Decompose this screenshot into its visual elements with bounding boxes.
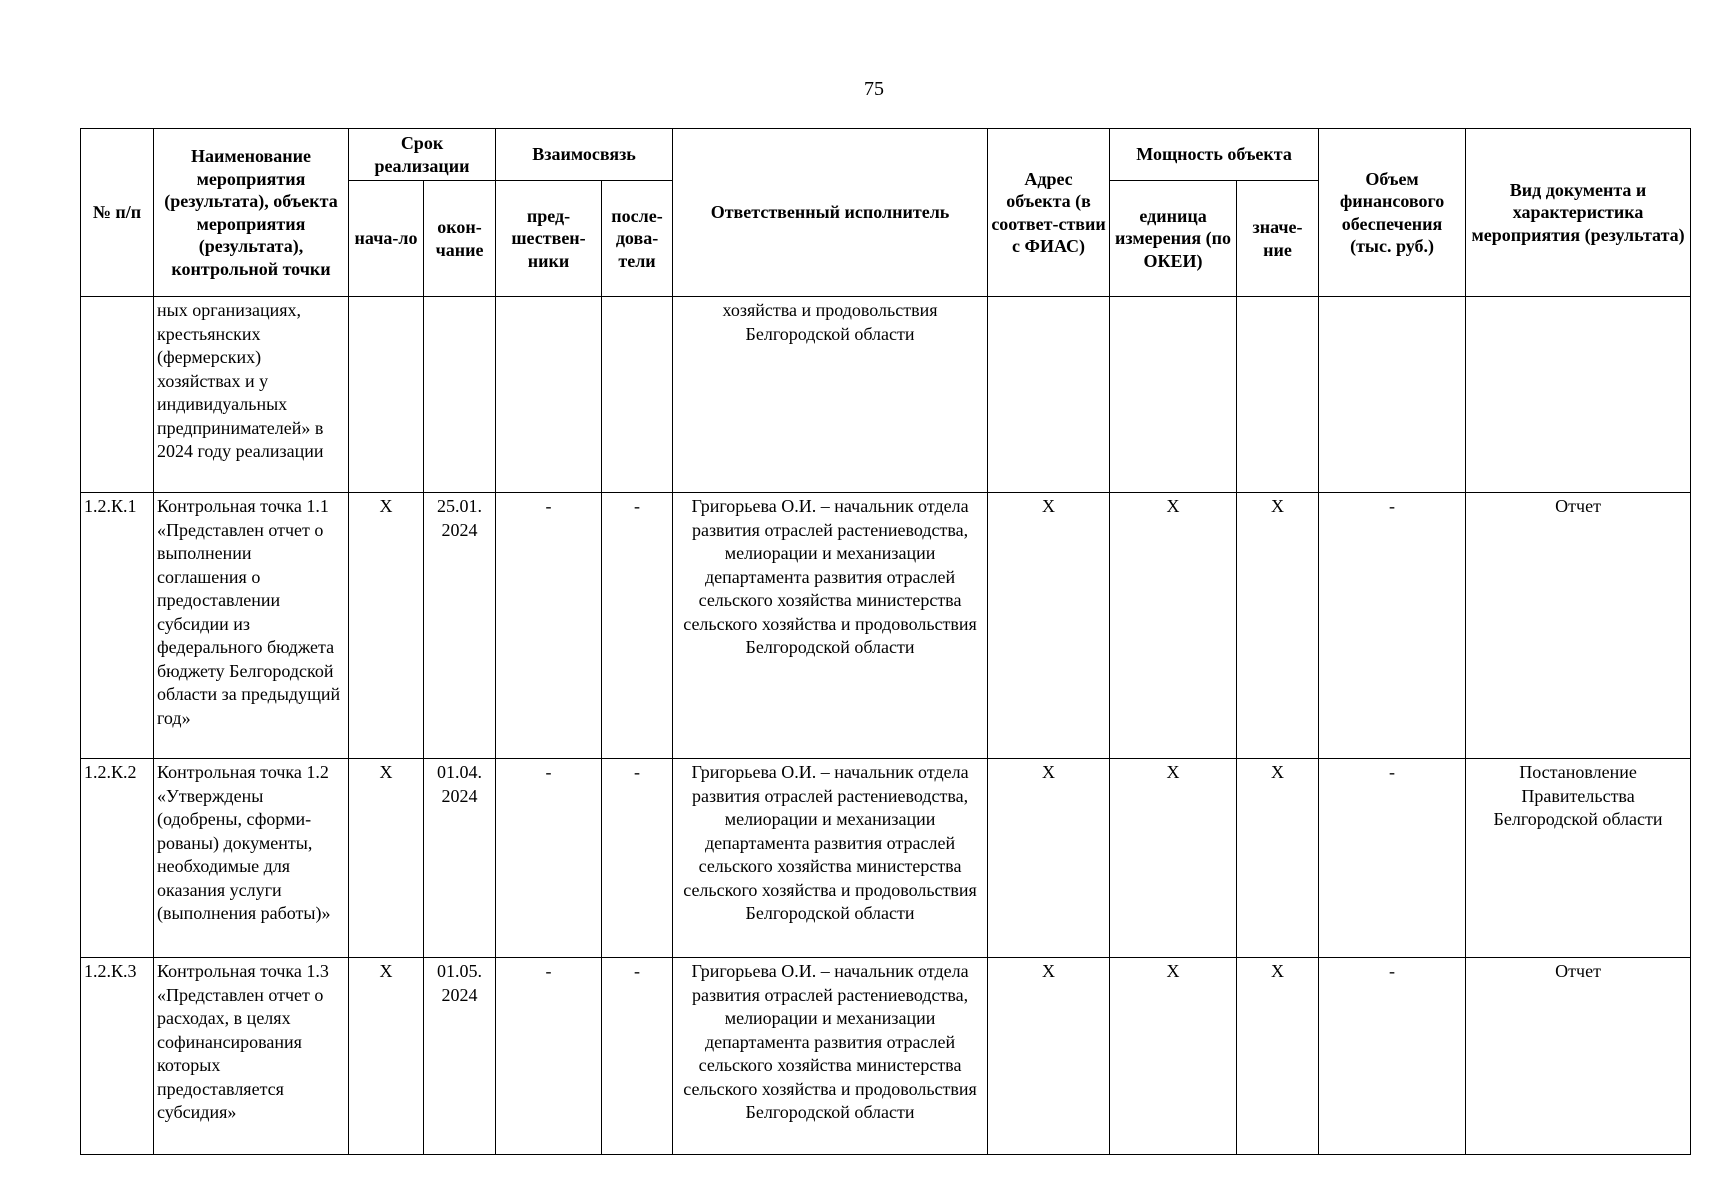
header-links: Взаимосвязь [496, 129, 673, 181]
cell-start: X [349, 493, 424, 759]
cell-start: X [349, 958, 424, 1155]
cell-start: X [349, 759, 424, 958]
cell-num: 1.2.К.1 [81, 493, 154, 759]
cell-succ: - [602, 493, 673, 759]
cell-unit: X [1110, 759, 1237, 958]
cell-pred [496, 297, 602, 493]
header-succ: после-дова-тели [602, 181, 673, 297]
header-start: нача-ло [349, 181, 424, 297]
header-capacity: Мощность объекта [1110, 129, 1319, 181]
table-row [81, 958, 1691, 1155]
cell-pred: - [496, 759, 602, 958]
page-number: 75 [864, 78, 884, 100]
cell-unit: X [1110, 958, 1237, 1155]
cell-doc-type: Отчет [1466, 958, 1691, 1155]
cell-finance: - [1319, 493, 1466, 759]
cell-responsible: Григорьева О.И. – начальник отдела развития отраслей растениеводства, мелиорации и механизации департамента развития отраслей сельского хозяйства министерства сельского хозяйства и продовольствия Белгородской области [673, 493, 988, 759]
cell-responsible: хозяйства и продовольствия Белгородской области [673, 297, 988, 493]
cell-pred: - [496, 958, 602, 1155]
cell-doc-type [1466, 297, 1691, 493]
header-unit: единица измерения (по ОКЕИ) [1110, 181, 1237, 297]
cell-pred: - [496, 493, 602, 759]
cell-start [349, 297, 424, 493]
cell-address [988, 297, 1110, 493]
header-end: окон-чание [424, 181, 496, 297]
cell-succ [602, 297, 673, 493]
table-row [81, 759, 1691, 958]
cell-end [424, 297, 496, 493]
cell-responsible: Григорьева О.И. – начальник отдела развития отраслей растениеводства, мелиорации и механизации департамента развития отраслей сельского хозяйства министерства сельского хозяйства и продовольствия Белгородской области [673, 759, 988, 958]
header-name: Наименование мероприятия (результата), объекта мероприятия (результата), контрольной точки [154, 129, 349, 297]
cell-num [81, 297, 154, 493]
cell-address: X [988, 493, 1110, 759]
table-row [81, 297, 1691, 493]
cell-num: 1.2.К.3 [81, 958, 154, 1155]
cell-end: 01.04. 2024 [424, 759, 496, 958]
cell-unit [1110, 297, 1237, 493]
cell-address: X [988, 958, 1110, 1155]
header-num: № п/п [81, 129, 154, 297]
cell-name: ных организациях, крестьянских (фермерских) хозяйствах и у индивидуальных предпринимателей» в 2024 году реализации [154, 297, 349, 493]
header-doc-type: Вид документа и характеристика мероприятия (результата) [1466, 129, 1691, 297]
cell-unit: X [1110, 493, 1237, 759]
cell-value [1237, 297, 1319, 493]
table-row [81, 493, 1691, 759]
cell-end: 25.01. 2024 [424, 493, 496, 759]
cell-num: 1.2.К.2 [81, 759, 154, 958]
header-finance: Объем финансового обеспечения (тыс. руб.) [1319, 129, 1466, 297]
header-period: Срок реализации [349, 129, 496, 181]
cell-responsible: Григорьева О.И. – начальник отдела развития отраслей растениеводства, мелиорации и механизации департамента развития отраслей сельского хозяйства министерства сельского хозяйства и продовольствия Белгородской области [673, 958, 988, 1155]
header-responsible: Ответственный исполнитель [673, 129, 988, 297]
cell-doc-type: Постановление Правительства Белгородской области [1466, 759, 1691, 958]
cell-finance [1319, 297, 1466, 493]
cell-doc-type: Отчет [1466, 493, 1691, 759]
cell-finance: - [1319, 958, 1466, 1155]
header-pred: пред-шествен-ники [496, 181, 602, 297]
schedule-table [80, 128, 1691, 1155]
cell-name: Контрольная точка 1.3 «Представлен отчет о расходах, в целях софинансирования которых предоставляется субсидия» [154, 958, 349, 1155]
header-value: значе-ние [1237, 181, 1319, 297]
cell-value: X [1237, 958, 1319, 1155]
cell-succ: - [602, 759, 673, 958]
cell-name: Контрольная точка 1.2 «Утверждены (одобрены, сформи-рованы) документы, необходимые для оказания услуги (выполнения работы)» [154, 759, 349, 958]
cell-name: Контрольная точка 1.1 «Представлен отчет о выполнении соглашения о предоставлении субсидии из федерального бюджета бюджету Белгородской области за предыдущий год» [154, 493, 349, 759]
cell-end: 01.05. 2024 [424, 958, 496, 1155]
cell-address: X [988, 759, 1110, 958]
header-address: Адрес объекта (в соответ-ствии с ФИАС) [988, 129, 1110, 297]
cell-value: X [1237, 759, 1319, 958]
cell-finance: - [1319, 759, 1466, 958]
header-row-1 [81, 129, 1691, 181]
cell-succ: - [602, 958, 673, 1155]
cell-value: X [1237, 493, 1319, 759]
